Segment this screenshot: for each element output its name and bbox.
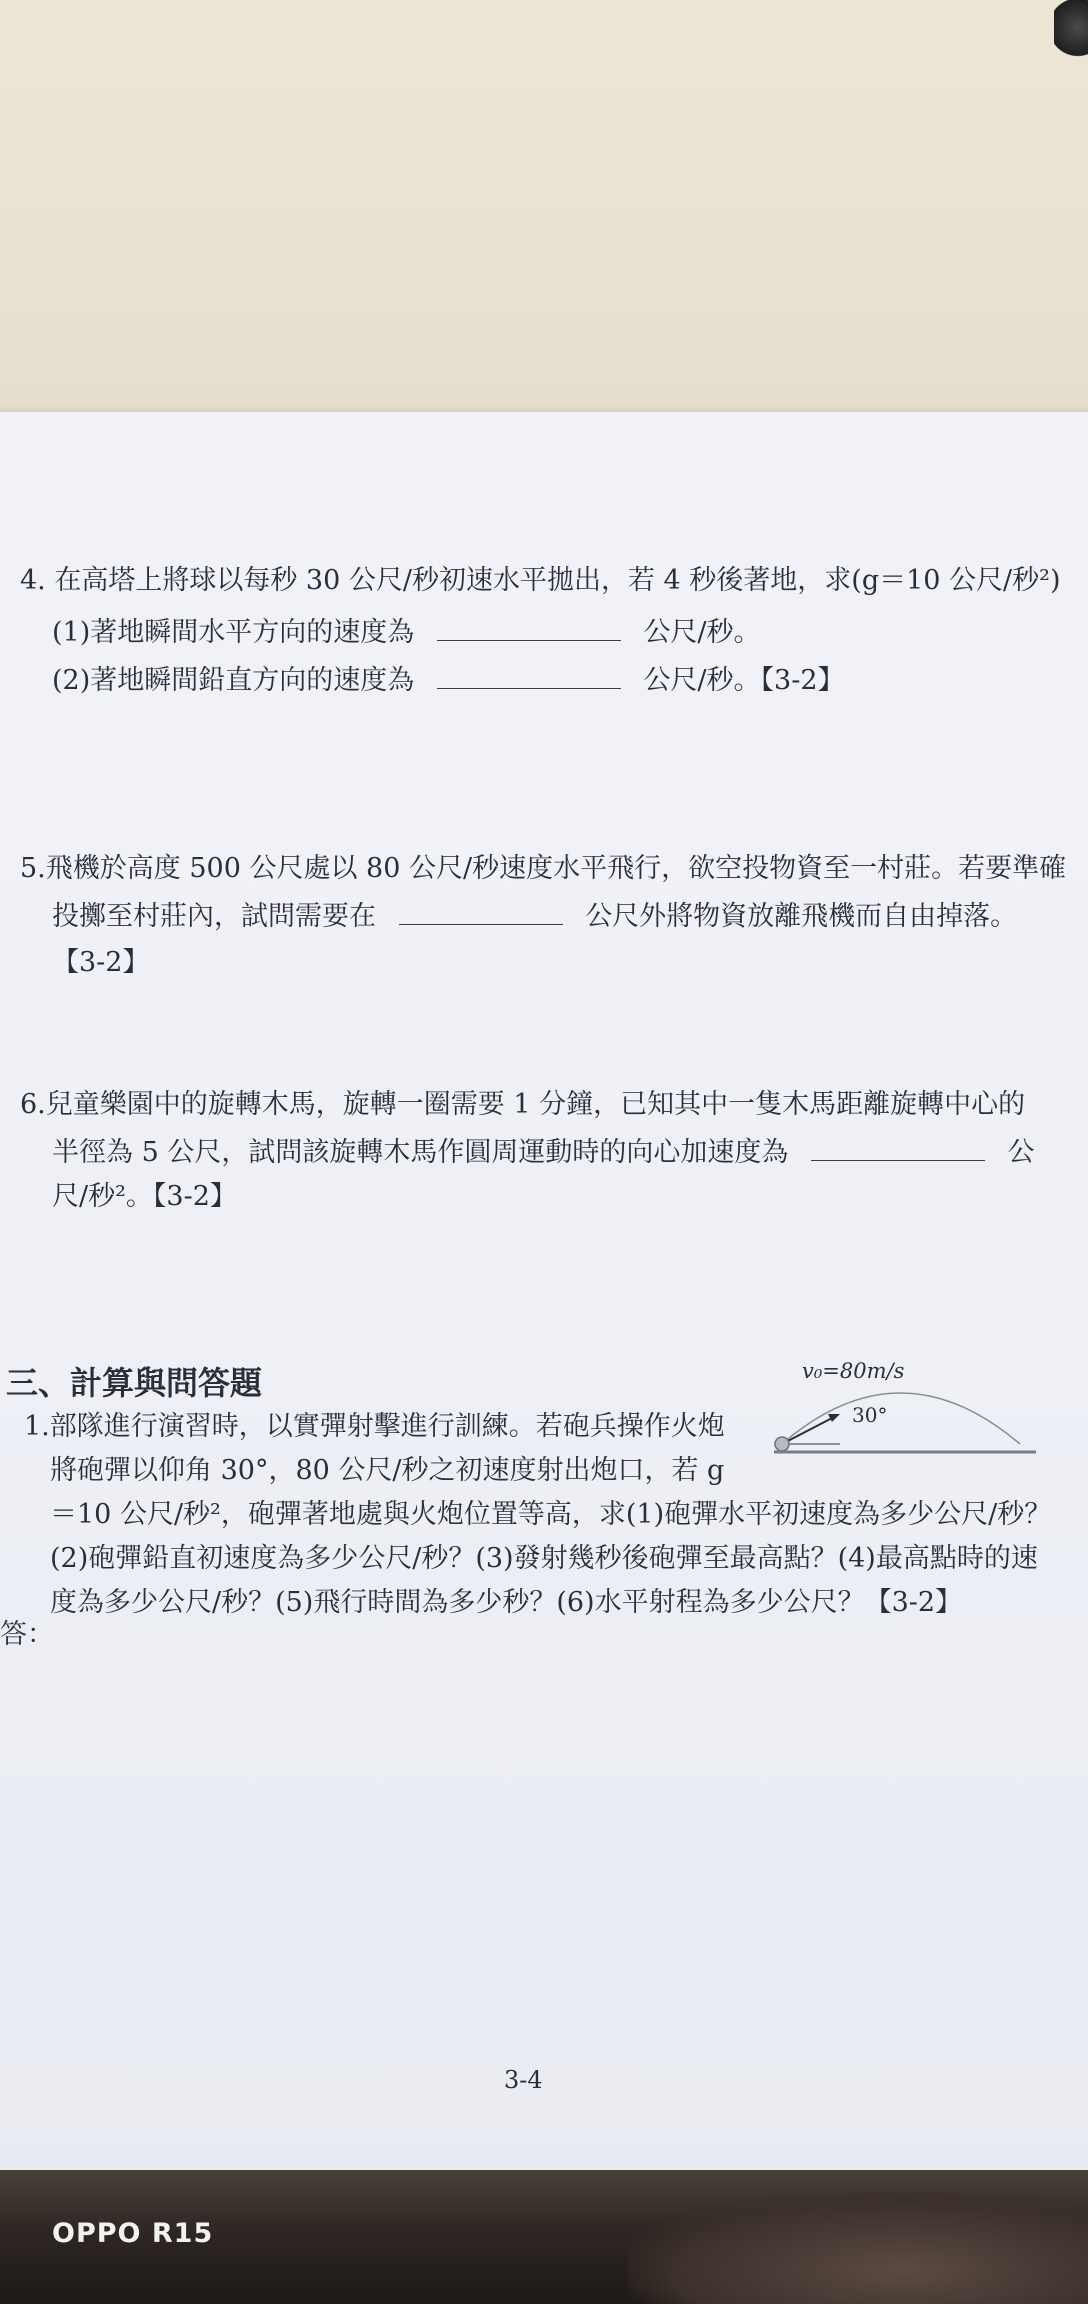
answer-label: 答：	[0, 1619, 54, 1650]
section3-title: 三、計算與問答題	[6, 1364, 263, 1402]
q4-sub1-unit: 公尺/秒。	[643, 617, 761, 648]
q6-line2-post: 公	[1007, 1137, 1035, 1168]
q4-line1: 4. 在高塔上將球以每秒 30 公尺/秒初速水平拋出，若 4 秒後著地，求(g＝10 公尺/秒²)	[20, 565, 1061, 596]
q5-line2-pre: 投擲至村莊內，試問需要在	[52, 901, 376, 932]
angle-label: 30°	[852, 1403, 888, 1427]
page-number: 3-4	[504, 2066, 543, 2094]
q6-line2-pre: 半徑為 5 公尺，試問該旋轉木馬作圓周運動時的向心加速度為	[52, 1137, 789, 1168]
s3-line3: ＝10 公尺/秒²，砲彈著地處與火炮位置等高，求(1)砲彈水平初速度為多少公尺/秒？	[50, 1499, 1052, 1530]
q4-sub2-blank[interactable]	[437, 664, 621, 689]
velocity-label: v₀=80m/s	[802, 1359, 905, 1383]
pen-object	[1054, 0, 1088, 68]
cannon-icon	[775, 1437, 789, 1451]
q5-line2-post: 公尺外將物資放離飛機而自由掉落。	[585, 901, 1018, 932]
arrow-head	[828, 1414, 840, 1422]
q6-line3: 尺/秒²。【3-2】	[52, 1181, 237, 1212]
q5-blank[interactable]	[399, 900, 563, 925]
q4-sub1-text: (1)著地瞬間水平方向的速度為	[52, 617, 415, 648]
projectile-diagram	[770, 1350, 1040, 1460]
s3-line5: 度為多少公尺/秒？(5)飛行時間為多少秒？(6)水平射程為多少公尺？【3-2】	[50, 1587, 963, 1618]
s3-line4: (2)砲彈鉛直初速度為多少公尺/秒？(3)發射幾秒後砲彈至最高點？(4)最高點時的速	[50, 1543, 1038, 1574]
q4-sub2	[52, 664, 845, 698]
q4-sub1-blank[interactable]	[437, 616, 621, 641]
desk-surface	[0, 0, 1088, 430]
s3-line1: 1.部隊進行演習時，以實彈射擊進行訓練。若砲兵操作火炮	[24, 1411, 725, 1442]
q5-line2	[52, 900, 1017, 934]
camera-watermark: OPPO R15	[52, 2218, 214, 2249]
q4-sub1	[52, 616, 761, 650]
q4-sub2-text: (2)著地瞬間鉛直方向的速度為	[52, 665, 415, 696]
q4-sub2-unit: 公尺/秒。【3-2】	[643, 665, 845, 696]
s3-line2: 將砲彈以仰角 30°，80 公尺/秒之初速度射出炮口，若 g	[50, 1455, 725, 1486]
q5-line1: 5.飛機於高度 500 公尺處以 80 公尺/秒速度水平飛行，欲空投物資至一村莊。若要準確	[20, 853, 1067, 884]
trajectory-arc	[782, 1393, 1020, 1444]
hand-shadow	[628, 2190, 1088, 2304]
q5-line3: 【3-2】	[52, 947, 150, 978]
q6-line1: 6.兒童樂園中的旋轉木馬，旋轉一圈需要 1 分鐘，已知其中一隻木馬距離旋轉中心的	[20, 1089, 1026, 1120]
q6-blank[interactable]	[811, 1136, 985, 1161]
velocity-arrow	[782, 1416, 836, 1444]
q6-line2	[52, 1136, 1035, 1170]
